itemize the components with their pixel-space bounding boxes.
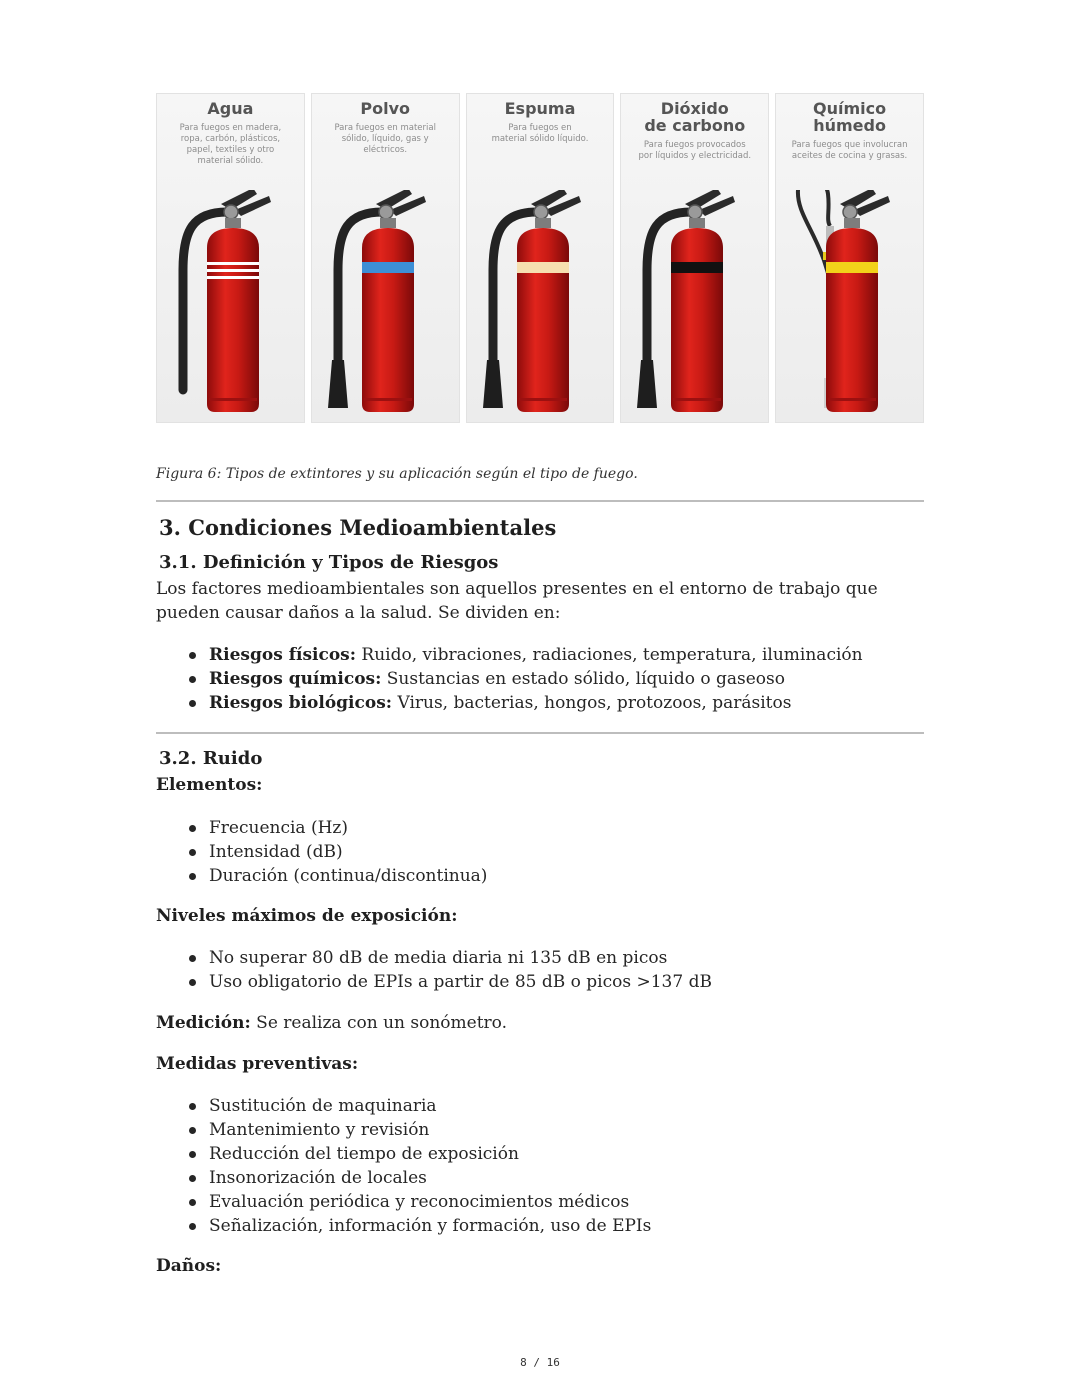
intro-paragraph: Los factores medioambientales son aquellos presentes en el entorno de trabajo que pueden causar daños a la salud. Se dividen en: xyxy=(156,579,878,623)
list-item: Intensidad (dB) xyxy=(186,840,487,864)
panel-title: Polvo xyxy=(360,99,410,118)
list-item: Duración (continua/discontinua) xyxy=(186,864,487,888)
list-item xyxy=(186,667,863,691)
list-item: Señalización, información y formación, uso de EPIs xyxy=(186,1214,651,1238)
measurement-paragraph xyxy=(156,1012,924,1036)
list-item: Uso obligatorio de EPIs a partir de 85 dB o picos >137 dB xyxy=(186,970,712,994)
list-item-label: Riesgos químicos: xyxy=(209,669,382,689)
list-item-text: Virus, bacterias, hongos, protozoos, parásitos xyxy=(392,693,792,713)
list-item: Insonorización de locales xyxy=(186,1166,651,1190)
panel-description: Para fuegos que involucran aceites de cocina y grasas. xyxy=(791,140,908,161)
list-item: Frecuencia (Hz) xyxy=(186,816,487,840)
panel-quimico-humedo xyxy=(775,93,924,423)
extinguisher-figure xyxy=(156,93,924,423)
section-title: 3. Condiciones Medioambientales xyxy=(159,515,557,540)
exposure-levels-label: Niveles máximos de exposición: xyxy=(156,906,458,926)
list-item: Reducción del tiempo de exposición xyxy=(186,1142,651,1166)
risk-types-list xyxy=(186,643,863,715)
panel-description: Para fuegos provocados por líquidos y electricidad. xyxy=(638,140,752,161)
subsection-title-3-2: 3.2. Ruido xyxy=(159,748,263,769)
list-item-label: Riesgos biológicos: xyxy=(209,693,393,713)
elements-label: Elementos: xyxy=(156,775,263,795)
list-item xyxy=(186,691,863,715)
list-item: Sustitución de maquinaria xyxy=(186,1094,651,1118)
divider xyxy=(156,732,924,734)
panel-dioxido-carbono xyxy=(620,93,769,423)
co2-extinguisher-icon xyxy=(621,190,769,423)
subsection-title-3-1: 3.1. Definición y Tipos de Riesgos xyxy=(159,552,499,573)
divider xyxy=(156,500,924,502)
panel-agua xyxy=(156,93,305,423)
panel-description: Para fuegos en material sólido, líquido, gas y eléctricos. xyxy=(334,123,436,155)
panel-polvo xyxy=(311,93,460,423)
page-number: 8 / 16 xyxy=(520,1356,560,1369)
panel-title: Dióxido de carbono xyxy=(644,99,746,135)
preventive-measures-list xyxy=(186,1094,651,1238)
panel-title: Espuma xyxy=(504,99,576,118)
list-item: Evaluación periódica y reconocimientos médicos xyxy=(186,1190,651,1214)
panel-description: Para fuegos en madera, ropa, carbón, plásticos, papel, textiles y otro material sólido. xyxy=(179,123,282,166)
preventive-measures-label: Medidas preventivas: xyxy=(156,1054,359,1074)
measurement-text: Se realiza con un sonómetro. xyxy=(250,1013,508,1033)
list-item: Mantenimiento y revisión xyxy=(186,1118,651,1142)
panel-title: Químico húmedo xyxy=(813,99,887,135)
damage-label: Daños: xyxy=(156,1256,222,1276)
exposure-levels-list xyxy=(186,946,712,994)
measurement-label: Medición: xyxy=(156,1013,251,1033)
wet-chemical-extinguisher-icon xyxy=(776,190,924,423)
elements-list xyxy=(186,816,487,888)
panel-title: Agua xyxy=(207,99,254,118)
list-item: No superar 80 dB de media diaria ni 135 dB en picos xyxy=(186,946,712,970)
panel-espuma xyxy=(466,93,615,423)
list-item-text: Ruido, vibraciones, radiaciones, temperatura, iluminación xyxy=(356,645,863,665)
foam-extinguisher-icon xyxy=(467,190,615,423)
powder-extinguisher-icon xyxy=(312,190,460,423)
panel-description: Para fuegos en material sólido líquido. xyxy=(491,123,589,144)
figure-caption: Figura 6: Tipos de extintores y su aplicación según el tipo de fuego. xyxy=(156,466,638,482)
water-extinguisher-icon xyxy=(157,190,305,423)
list-item-label: Riesgos físicos: xyxy=(209,645,357,665)
list-item-text: Sustancias en estado sólido, líquido o gaseoso xyxy=(381,669,785,689)
list-item xyxy=(186,643,863,667)
